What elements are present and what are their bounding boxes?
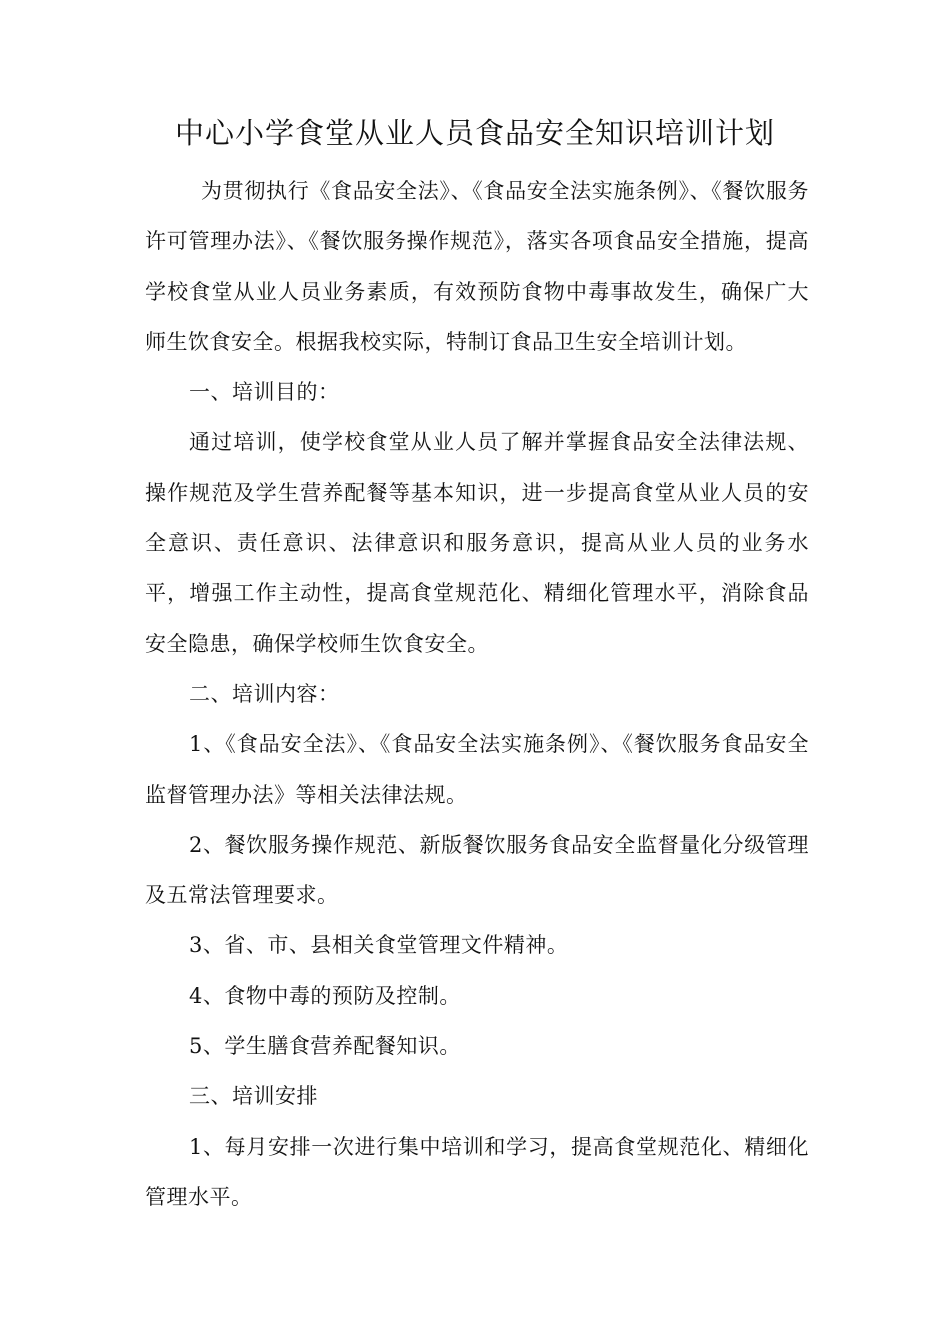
section-heading-purpose: 一、培训目的： — [189, 380, 340, 405]
content-item-3: 3、省、市、县相关食堂管理文件精神。 — [189, 933, 569, 958]
section-heading-content: 二、培训内容： — [189, 681, 340, 706]
document-body — [145, 166, 809, 1222]
intro-paragraph: 为贯彻执行《食品安全法》、《食品安全法实施条例》、《餐饮服务许可管理办法》、《餐饮服务操作规范》，落实各项食品安全措施，提高学校食堂从业人员业务素质，有效预防食物中毒事故发生，确保广大师生饮食安全。根据我校实际，特制订食品卫生安全培训计划。 — [145, 179, 809, 354]
content-item-2: 2、餐饮服务操作规范、新版餐饮服务食品安全监督量化分级管理及五常法管理要求。 — [145, 832, 809, 908]
document-title: 中心小学食堂从业人员食品安全知识培训计划 — [174, 116, 775, 150]
section-heading-schedule: 三、培训安排 — [189, 1084, 318, 1109]
content-item-4: 4、食物中毒的预防及控制。 — [189, 983, 461, 1008]
schedule-item-1: 1、每月安排一次进行集中培训和学习，提高食堂规范化、精细化管理水平。 — [145, 1134, 809, 1209]
content-item-5: 5、学生膳食营养配餐知识。 — [189, 1034, 461, 1059]
purpose-paragraph: 通过培训，使学校食堂从业人员了解并掌握食品安全法律法规、操作规范及学生营养配餐等基本知识，进一步提高食堂从业人员的安全意识、责任意识、法律意识和服务意识，提高从业人员的业务水平，增强工作主动性，提高食堂规范化、精细化管理水平，消除食品安全隐患，确保学校师生饮食安全。 — [145, 430, 809, 656]
content-item-1: 1、《食品安全法》、《食品安全法实施条例》、《餐饮服务食品安全监督管理办法》等相关法律法规。 — [145, 732, 809, 807]
